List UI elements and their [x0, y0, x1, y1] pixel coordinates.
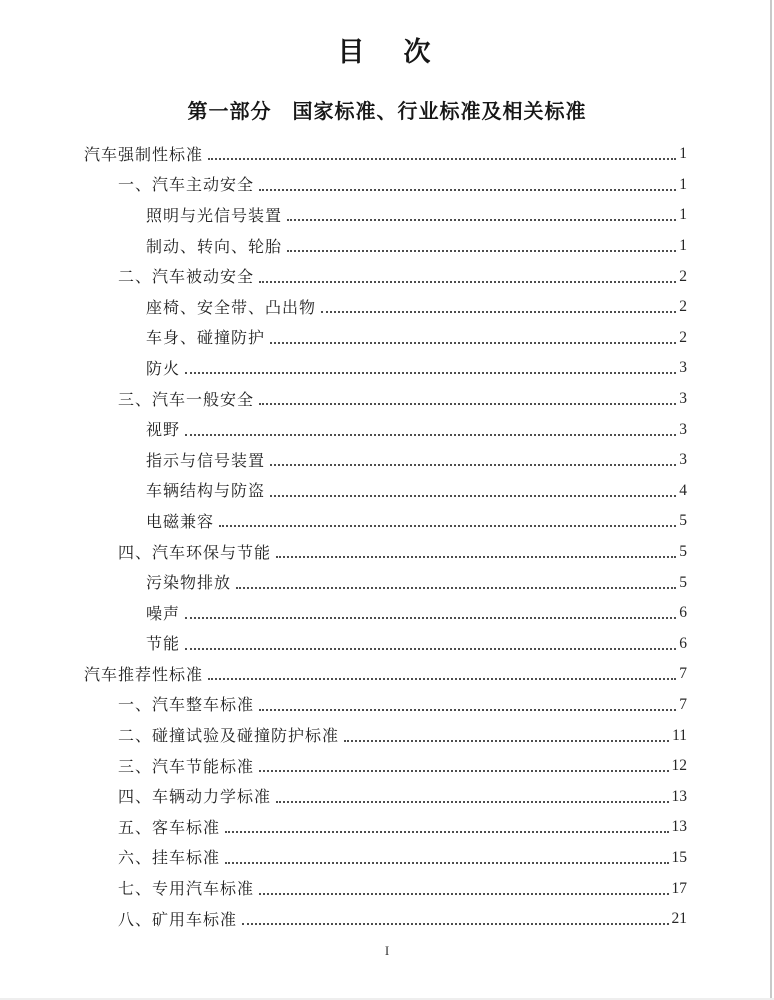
toc-entry-page: 15 [671, 848, 687, 866]
toc-entry-page: 1 [679, 175, 687, 193]
toc-entry-label: 四、车辆动力学标准 [118, 789, 272, 807]
toc-entry-page: 2 [679, 267, 687, 285]
toc-entry-label: 二、汽车被动安全 [118, 269, 255, 287]
toc-entry-page: 3 [679, 390, 687, 408]
toc-entry [84, 597, 687, 628]
scan-edge-line-right [770, 0, 772, 1000]
toc-entry-label: 一、汽车整车标准 [118, 697, 255, 715]
toc-entry-page: 6 [679, 634, 687, 652]
toc-entry-label: 六、挂车标准 [118, 850, 221, 868]
toc-entry [84, 413, 687, 444]
toc-entry-label: 一、汽车主动安全 [118, 177, 255, 195]
toc-leader-dots [225, 862, 668, 864]
toc-entry-page: 3 [679, 359, 687, 377]
toc-entry-label: 防火 [146, 360, 181, 378]
toc-leader-dots [270, 342, 676, 344]
toc-leader-dots [225, 831, 668, 833]
toc-leader-dots [185, 617, 676, 619]
toc-entry-label: 三、汽车节能标准 [118, 758, 255, 776]
toc-entry-page: 13 [671, 818, 687, 836]
toc-entry [84, 811, 687, 842]
toc-leader-dots [259, 709, 676, 711]
toc-entry [84, 719, 687, 750]
toc-list [84, 138, 687, 933]
toc-leader-dots [259, 893, 668, 895]
toc-entry [84, 842, 687, 873]
toc-entry-label: 照明与光信号装置 [146, 207, 283, 225]
toc-leader-dots [242, 923, 668, 925]
toc-entry-label: 二、碰撞试验及碰撞防护标准 [118, 728, 340, 746]
toc-entry [84, 658, 687, 689]
toc-entry-page: 6 [679, 604, 687, 622]
toc-entry [84, 475, 687, 506]
toc-entry [84, 780, 687, 811]
toc-entry [84, 230, 687, 261]
toc-leader-dots [208, 158, 676, 160]
toc-leader-dots [219, 525, 676, 527]
toc-entry [84, 505, 687, 536]
toc-entry-label: 节能 [146, 636, 181, 654]
toc-entry-page: 5 [679, 573, 687, 591]
toc-entry-page: 2 [679, 328, 687, 346]
toc-leader-dots [276, 556, 676, 558]
toc-entry-label: 车身、碰撞防护 [146, 330, 266, 348]
toc-leader-dots [208, 678, 676, 680]
toc-entry-page: 7 [679, 665, 687, 683]
toc-entry-page: 3 [679, 420, 687, 438]
toc-entry [84, 138, 687, 169]
toc-entry [84, 383, 687, 414]
toc-leader-dots [270, 464, 676, 466]
toc-entry-label: 视野 [146, 422, 181, 440]
toc-entry-label: 指示与信号装置 [146, 452, 266, 470]
toc-entry [84, 536, 687, 567]
toc-leader-dots [287, 219, 676, 221]
toc-entry-page: 17 [671, 879, 687, 897]
toc-entry-page: 5 [679, 512, 687, 530]
toc-leader-dots [236, 587, 676, 589]
toc-leader-dots [259, 281, 676, 283]
toc-entry-label: 汽车推荐性标准 [84, 666, 204, 684]
toc-entry-label: 车辆结构与防盗 [146, 483, 266, 501]
toc-entry [84, 750, 687, 781]
toc-entry-page: 11 [672, 726, 687, 744]
toc-entry-label: 污染物排放 [146, 575, 232, 593]
footer-page-number: I [384, 943, 390, 958]
toc-leader-dots [321, 311, 676, 313]
toc-leader-dots [259, 189, 676, 191]
toc-entry [84, 628, 687, 659]
toc-entry-page: 13 [671, 787, 687, 805]
toc-entry-page: 7 [679, 695, 687, 713]
toc-entry-label: 制动、转向、轮胎 [146, 238, 283, 256]
toc-entry-label: 八、矿用车标准 [118, 911, 238, 929]
toc-entry-label: 四、汽车环保与节能 [118, 544, 272, 562]
part-heading: 第一部分 国家标准、行业标准及相关标准 [187, 101, 587, 123]
toc-entry-page: 3 [679, 451, 687, 469]
toc-entry-page: 1 [679, 206, 687, 224]
toc-entry [84, 260, 687, 291]
toc-entry [84, 199, 687, 230]
toc-entry [84, 566, 687, 597]
toc-leader-dots [259, 770, 668, 772]
toc-entry [84, 444, 687, 475]
toc-entry-page: 12 [671, 757, 687, 775]
toc-entry-label: 座椅、安全带、凸出物 [146, 299, 317, 317]
toc-entry [84, 291, 687, 322]
toc-leader-dots [344, 740, 669, 742]
toc-entry-page: 5 [679, 543, 687, 561]
toc-entry [84, 322, 687, 353]
page-title: 目 次 [337, 37, 437, 67]
toc-entry-label: 五、客车标准 [118, 819, 221, 837]
toc-entry-label: 电磁兼容 [146, 513, 215, 531]
toc-entry [84, 169, 687, 200]
toc-entry [84, 872, 687, 903]
toc-entry-page: 21 [671, 910, 687, 928]
toc-leader-dots [287, 250, 676, 252]
toc-leader-dots [185, 648, 676, 650]
toc-leader-dots [270, 495, 676, 497]
toc-entry [84, 689, 687, 720]
toc-entry-page: 4 [679, 481, 687, 499]
toc-entry-label: 噪声 [146, 605, 181, 623]
toc-entry-label: 三、汽车一般安全 [118, 391, 255, 409]
toc-entry-page: 2 [679, 298, 687, 316]
toc-entry-label: 汽车强制性标准 [84, 146, 204, 164]
toc-entry-page: 1 [679, 145, 687, 163]
toc-leader-dots [276, 801, 668, 803]
toc-entry-label: 七、专用汽车标准 [118, 881, 255, 899]
toc-leader-dots [185, 372, 676, 374]
toc-entry [84, 352, 687, 383]
toc-leader-dots [259, 403, 676, 405]
toc-leader-dots [185, 434, 676, 436]
toc-entry-page: 1 [679, 237, 687, 255]
toc-entry [84, 903, 687, 934]
